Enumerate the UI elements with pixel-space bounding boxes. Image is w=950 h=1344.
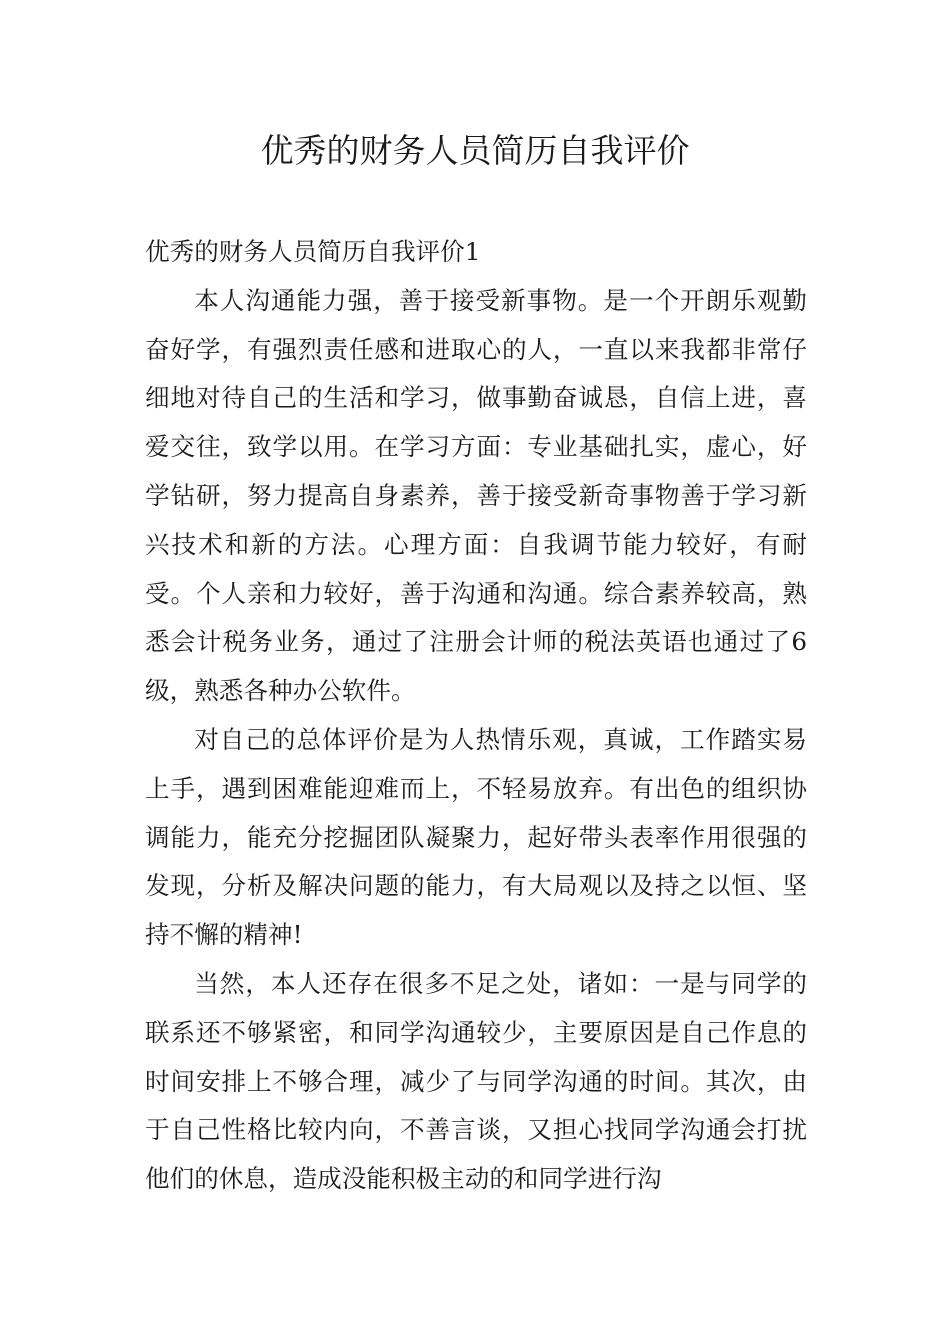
section-heading: 优秀的财务人员简历自我评价1 bbox=[145, 237, 481, 266]
document-body bbox=[145, 228, 807, 1204]
paragraph-2: 对自己的总体评价是为人热情乐观，真诚，工作踏实易上手，遇到困难能迎难而上，不轻易放弃。有出色的组织协调能力，能充分挖掘团队凝聚力，起好带头表率作用很强的发现，分析及解决问题的能力，有大局观以及持之以恒、坚持不懈的精神! bbox=[145, 724, 807, 950]
document-title: 优秀的财务人员简历自我评价 bbox=[260, 131, 690, 170]
paragraph-3: 当然，本人还存在很多不足之处，诸如：一是与同学的联系还不够紧密，和同学沟通较少，主要原因是自己作息的时间安排上不够合理，减少了与同学沟通的时间。其次，由于自己性格比较内向，不善言谈，又担心找同学沟通会打扰他们的休息，造成没能积极主动的和同学进行沟 bbox=[145, 968, 807, 1194]
paragraph-1: 本人沟通能力强，善于接受新事物。是一个开朗乐观勤奋好学，有强烈责任感和进取心的人，一直以来我都非常仔细地对待自己的生活和学习，做事勤奋诚恳，自信上进，喜爱交往，致学以用。在学习方面：专业基础扎实，虚心，好学钻研，努力提高自身素养，善于接受新奇事物善于学习新兴技术和新的方法。心理方面：自我调节能力较好，有耐受。个人亲和力较好，善于沟通和沟通。综合素养较高，熟悉会计税务业务，通过了注册会计师的税法英语也通过了6级，熟悉各种办公软件。 bbox=[145, 285, 807, 706]
